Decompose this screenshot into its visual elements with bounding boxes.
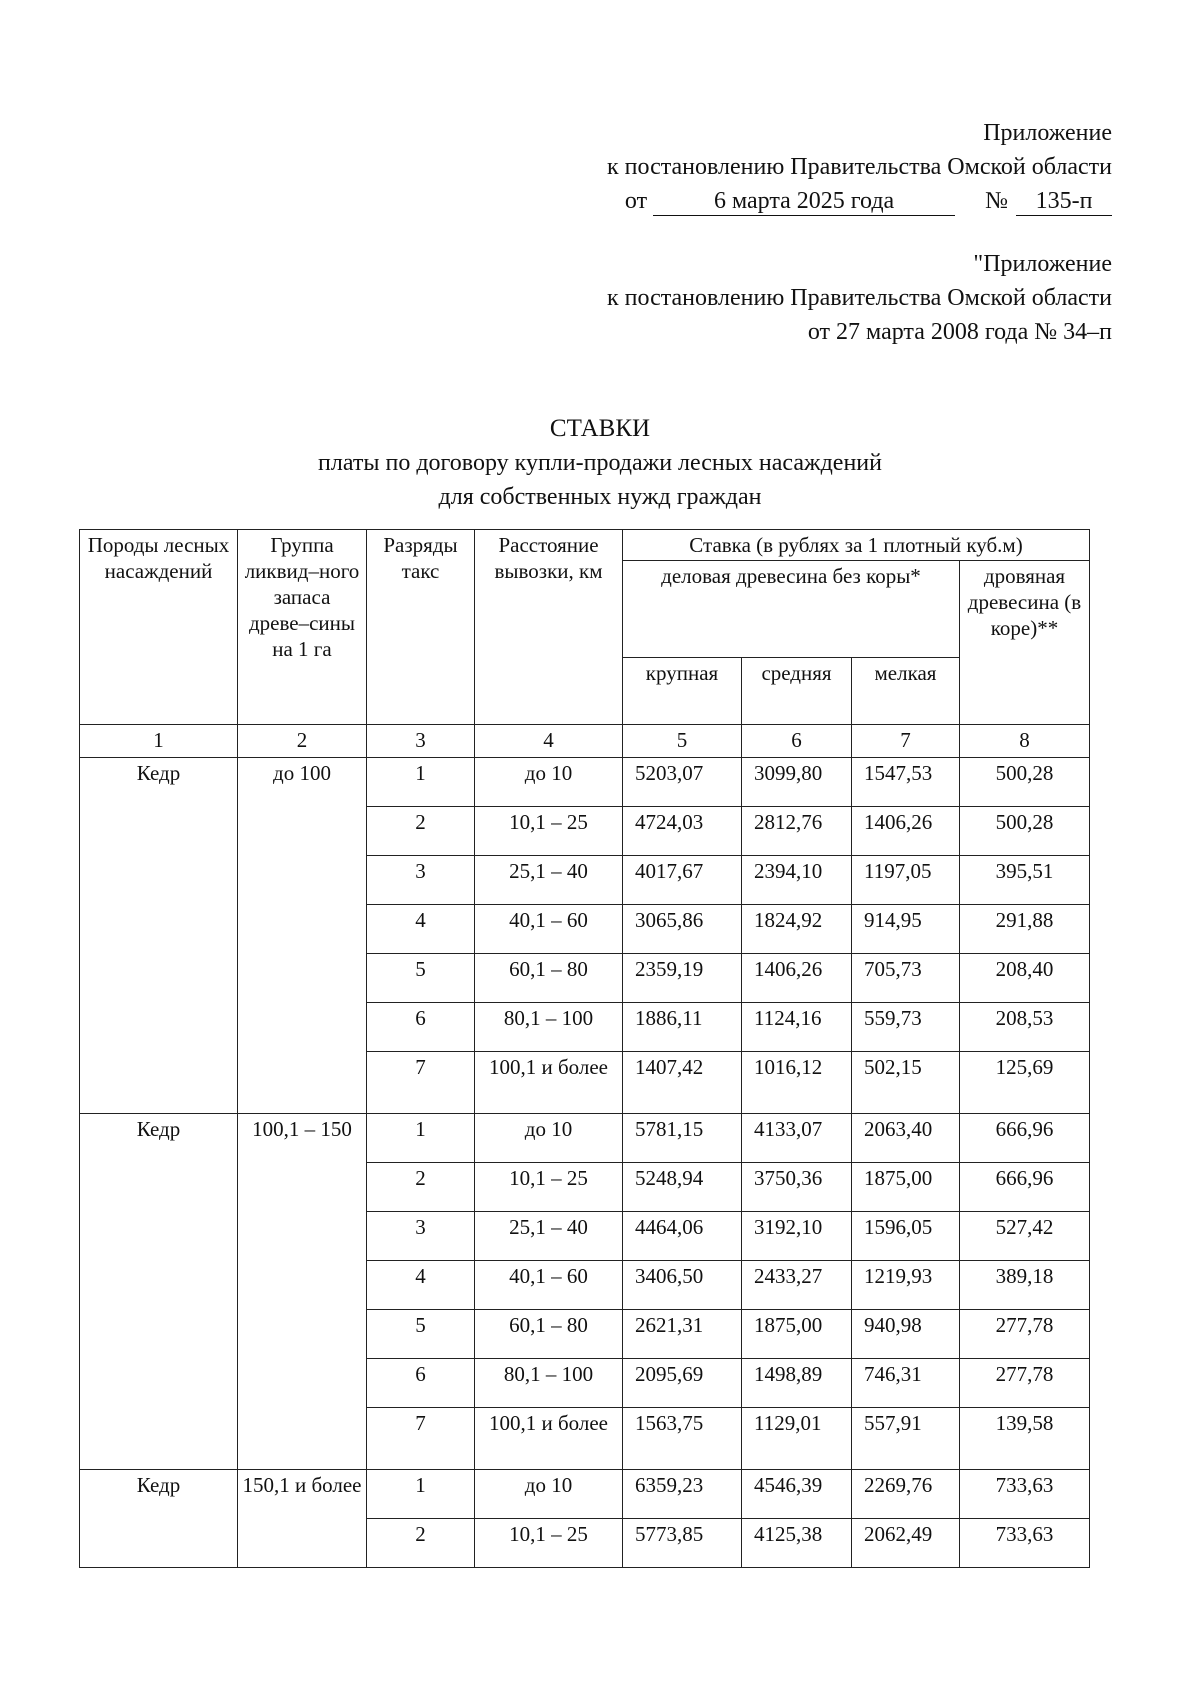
header-distance: Расстояние вывозки, км [475,530,623,725]
rate-small-cell: 705,73 [852,954,960,1003]
rate-medium-cell: 4546,39 [742,1470,852,1519]
title-main: СТАВКИ [549,415,651,442]
table-row [80,1114,1090,1163]
number-label: № [985,188,1008,214]
distance-cell: до 10 [475,758,623,807]
rank-cell: 1 [367,1470,475,1519]
rank-cell: 7 [367,1052,475,1114]
rate-small-cell: 559,73 [852,1003,960,1052]
distance-cell: до 10 [475,1114,623,1163]
document-title [0,412,1200,514]
rate-firewood-cell: 527,42 [960,1212,1090,1261]
column-number: 1 [80,725,238,758]
rate-small-cell: 1547,53 [852,758,960,807]
rate-firewood-cell: 277,78 [960,1310,1090,1359]
rate-firewood-cell: 733,63 [960,1519,1090,1568]
distance-cell: 10,1 – 25 [475,1163,623,1212]
column-number: 5 [623,725,742,758]
rate-firewood-cell: 733,63 [960,1470,1090,1519]
rate-small-cell: 1596,05 [852,1212,960,1261]
table-row [80,758,1090,807]
rate-firewood-cell: 208,40 [960,954,1090,1003]
rate-large-cell: 1886,11 [623,1003,742,1052]
stock-group-cell: 150,1 и более [238,1470,367,1568]
rank-cell: 1 [367,758,475,807]
rate-large-cell: 4464,06 [623,1212,742,1261]
rate-small-cell: 940,98 [852,1310,960,1359]
rate-firewood-cell: 666,96 [960,1163,1090,1212]
rank-cell: 3 [367,856,475,905]
rate-small-cell: 1219,93 [852,1261,960,1310]
distance-cell: 60,1 – 80 [475,954,623,1003]
rank-cell: 2 [367,807,475,856]
rate-medium-cell: 1406,26 [742,954,852,1003]
rank-cell: 1 [367,1114,475,1163]
original-decree-date: от 27 марта 2008 года № 34–п [807,319,1112,345]
rank-cell: 5 [367,1310,475,1359]
original-appendix-label: "Приложение [973,251,1112,277]
appendix-label: Приложение [983,120,1112,146]
rate-firewood-cell: 125,69 [960,1052,1090,1114]
header-business-wood: деловая древесина без коры* [623,561,960,658]
rate-small-cell: 2269,76 [852,1470,960,1519]
distance-cell: 40,1 – 60 [475,1261,623,1310]
rate-firewood-cell: 500,28 [960,758,1090,807]
header-rank: Разряды такс [367,530,475,725]
rate-firewood-cell: 208,53 [960,1003,1090,1052]
appendix-date-line [607,184,1112,218]
rate-firewood-cell: 395,51 [960,856,1090,905]
rate-medium-cell: 1824,92 [742,905,852,954]
distance-cell: 40,1 – 60 [475,905,623,954]
header-group: Группа ликвид–ного запаса древе–сины на 1 га [238,530,367,725]
stock-group-cell: до 100 [238,758,367,1114]
rate-small-cell: 1406,26 [852,807,960,856]
header-species: Породы лесных насаждений [80,530,238,725]
rank-cell: 7 [367,1408,475,1470]
distance-cell: 80,1 – 100 [475,1359,623,1408]
rate-small-cell: 746,31 [852,1359,960,1408]
rate-large-cell: 5773,85 [623,1519,742,1568]
rate-firewood-cell: 500,28 [960,807,1090,856]
rate-large-cell: 1563,75 [623,1408,742,1470]
column-number: 4 [475,725,623,758]
column-numbers-row [80,725,1090,758]
rank-cell: 2 [367,1519,475,1568]
species-cell: Кедр [80,758,238,1114]
rate-firewood-cell: 666,96 [960,1114,1090,1163]
rate-large-cell: 2095,69 [623,1359,742,1408]
rate-medium-cell: 1129,01 [742,1408,852,1470]
rate-medium-cell: 2394,10 [742,856,852,905]
column-number: 6 [742,725,852,758]
rate-firewood-cell: 291,88 [960,905,1090,954]
distance-cell: 10,1 – 25 [475,1519,623,1568]
rank-cell: 4 [367,1261,475,1310]
header-medium: средняя [742,658,852,725]
rate-firewood-cell: 277,78 [960,1359,1090,1408]
title-sub-2: для собственных нужд граждан [438,484,762,510]
header-row [80,530,1090,561]
rate-large-cell: 1407,42 [623,1052,742,1114]
distance-cell: 100,1 и более [475,1408,623,1470]
distance-cell: до 10 [475,1470,623,1519]
rate-small-cell: 1197,05 [852,856,960,905]
rate-medium-cell: 1124,16 [742,1003,852,1052]
rate-medium-cell: 2812,76 [742,807,852,856]
rate-medium-cell: 1016,12 [742,1052,852,1114]
distance-cell: 25,1 – 40 [475,856,623,905]
species-cell: Кедр [80,1114,238,1470]
rank-cell: 6 [367,1359,475,1408]
rate-medium-cell: 4125,38 [742,1519,852,1568]
rate-small-cell: 2063,40 [852,1114,960,1163]
rates-table [79,529,1090,1568]
rate-large-cell: 3065,86 [623,905,742,954]
rate-large-cell: 4724,03 [623,807,742,856]
rank-cell: 5 [367,954,475,1003]
appendix-header-original [607,247,1112,349]
rank-cell: 2 [367,1163,475,1212]
rate-small-cell: 2062,49 [852,1519,960,1568]
distance-cell: 80,1 – 100 [475,1003,623,1052]
rate-small-cell: 557,91 [852,1408,960,1470]
species-cell: Кедр [80,1470,238,1568]
header-small: мелкая [852,658,960,725]
rate-large-cell: 3406,50 [623,1261,742,1310]
rate-large-cell: 5203,07 [623,758,742,807]
from-label: от [624,188,648,214]
title-sub-1: платы по договору купли-продажи лесных насаждений [318,450,882,476]
decree-date: 6 марта 2025 года [653,187,955,216]
distance-cell: 100,1 и более [475,1052,623,1114]
original-decree-line: к постановлению Правительства Омской области [606,285,1112,311]
rate-medium-cell: 2433,27 [742,1261,852,1310]
distance-cell: 10,1 – 25 [475,807,623,856]
rate-large-cell: 5248,94 [623,1163,742,1212]
column-number: 2 [238,725,367,758]
rate-medium-cell: 1498,89 [742,1359,852,1408]
rate-medium-cell: 3192,10 [742,1212,852,1261]
stock-group-cell: 100,1 – 150 [238,1114,367,1470]
appendix-header-current [607,116,1112,218]
rate-large-cell: 2621,31 [623,1310,742,1359]
rate-medium-cell: 1875,00 [742,1310,852,1359]
column-number: 8 [960,725,1090,758]
distance-cell: 25,1 – 40 [475,1212,623,1261]
rate-large-cell: 5781,15 [623,1114,742,1163]
distance-cell: 60,1 – 80 [475,1310,623,1359]
rank-cell: 4 [367,905,475,954]
rank-cell: 6 [367,1003,475,1052]
rate-medium-cell: 3750,36 [742,1163,852,1212]
rate-small-cell: 502,15 [852,1052,960,1114]
rate-medium-cell: 3099,80 [742,758,852,807]
rate-small-cell: 914,95 [852,905,960,954]
rate-large-cell: 2359,19 [623,954,742,1003]
rate-large-cell: 4017,67 [623,856,742,905]
header-large: крупная [623,658,742,725]
table-row [80,1470,1090,1519]
appendix-decree-line: к постановлению Правительства Омской области [606,154,1112,180]
rate-medium-cell: 4133,07 [742,1114,852,1163]
decree-number: 135-п [1016,187,1112,216]
header-firewood: дровяная древесина (в коре)** [960,561,1090,725]
rank-cell: 3 [367,1212,475,1261]
column-number: 7 [852,725,960,758]
rate-firewood-cell: 389,18 [960,1261,1090,1310]
rates-table-body [80,758,1090,1568]
rate-large-cell: 6359,23 [623,1470,742,1519]
header-rate: Ставка (в рублях за 1 плотный куб.м) [623,530,1090,561]
rate-firewood-cell: 139,58 [960,1408,1090,1470]
column-number: 3 [367,725,475,758]
rate-small-cell: 1875,00 [852,1163,960,1212]
